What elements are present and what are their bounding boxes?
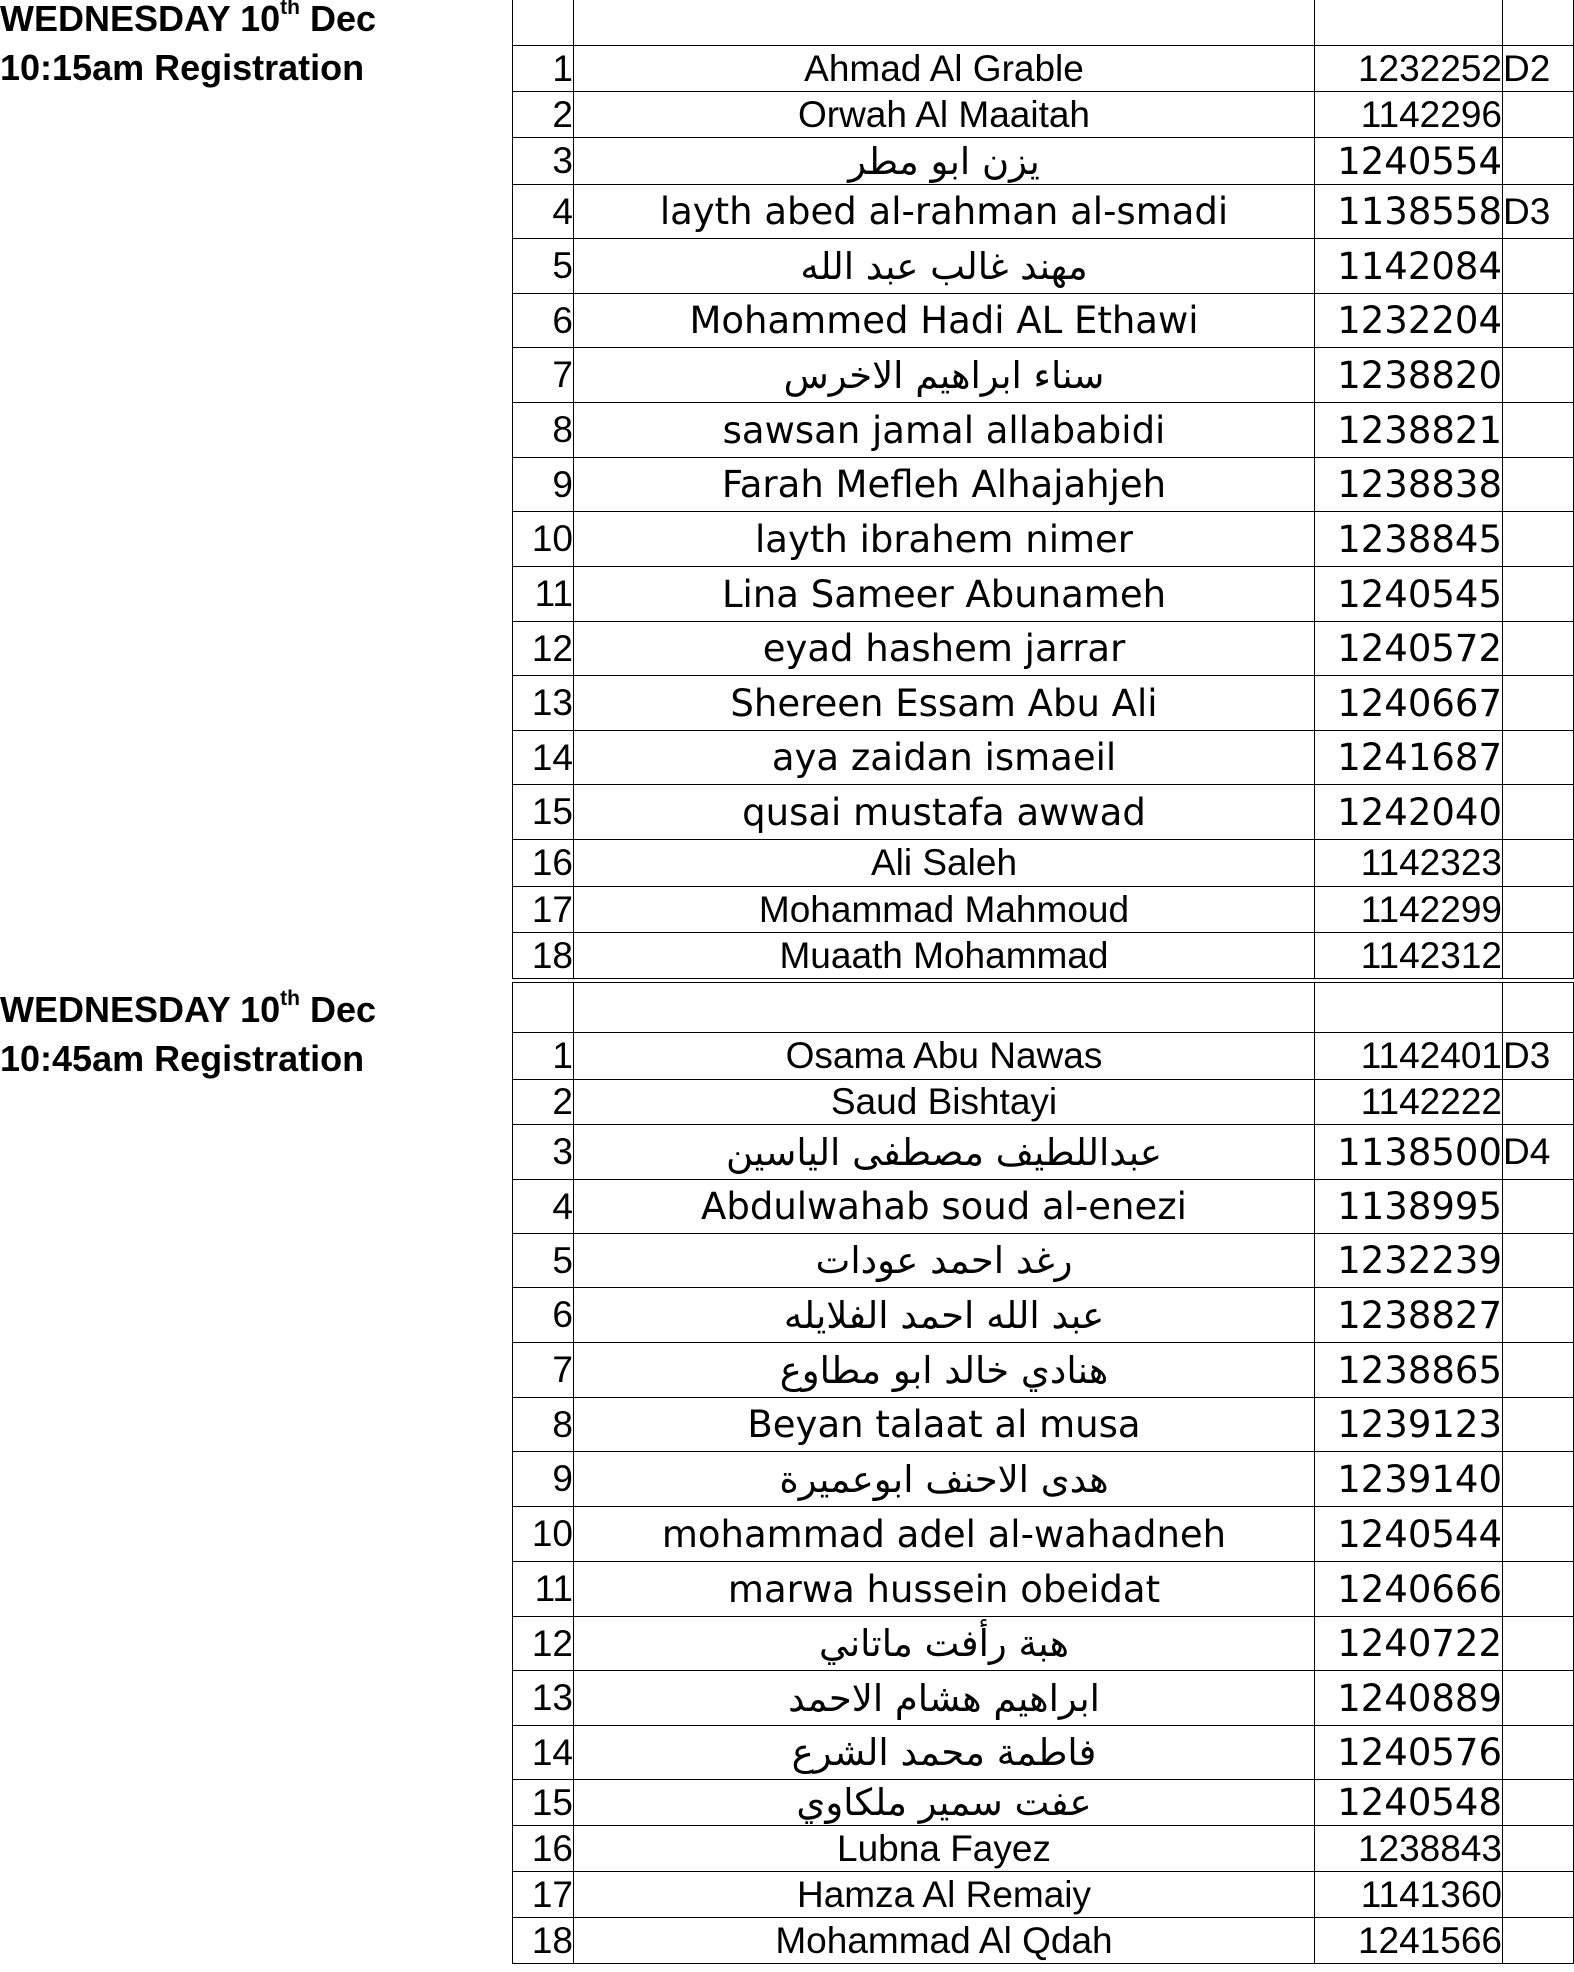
group-code <box>1503 1826 1574 1872</box>
table-row <box>513 731 1574 785</box>
row-number: 5 <box>513 1234 574 1288</box>
row-number: 2 <box>513 1080 574 1125</box>
attendee-name: رغد احمد عودات <box>574 1234 1315 1288</box>
table-row <box>513 1872 1574 1918</box>
row-number: 17 <box>513 1872 574 1918</box>
student-id: 1142323 <box>1315 840 1503 887</box>
row-number: 9 <box>513 1452 574 1507</box>
blank-cell <box>574 0 1315 46</box>
date-line <box>0 0 376 43</box>
blank-cell <box>513 983 574 1033</box>
table-row <box>513 0 1574 46</box>
student-id: 1240889 <box>1315 1671 1503 1726</box>
group-code <box>1503 785 1574 840</box>
row-number: 2 <box>513 92 574 138</box>
row-number: 16 <box>513 840 574 887</box>
group-code: D2 <box>1503 46 1574 92</box>
attendee-name: عفت سمير ملكاوي <box>574 1780 1315 1826</box>
student-id: 1238845 <box>1315 512 1503 567</box>
session-time: 10:15am Registration <box>0 47 365 88</box>
day-text: WEDNESDAY 10 <box>0 0 281 39</box>
student-id: 1239140 <box>1315 1452 1503 1507</box>
student-id: 1238843 <box>1315 1826 1503 1872</box>
table-row <box>513 239 1574 294</box>
student-id: 1240544 <box>1315 1507 1503 1562</box>
row-number: 15 <box>513 785 574 840</box>
month-text: Dec <box>299 0 376 39</box>
attendee-name: Mohammad Mahmoud <box>574 887 1315 933</box>
student-id: 1242040 <box>1315 785 1503 840</box>
student-id: 1142084 <box>1315 239 1503 294</box>
group-code <box>1503 239 1574 294</box>
student-id: 1238827 <box>1315 1288 1503 1343</box>
attendee-name: Lina Sameer Abunameh <box>574 567 1315 622</box>
table-row <box>513 1080 1574 1125</box>
student-id: 1238865 <box>1315 1343 1503 1398</box>
group-code <box>1503 1080 1574 1125</box>
table-row <box>513 1507 1574 1562</box>
student-id: 1238838 <box>1315 458 1503 512</box>
group-code <box>1503 1671 1574 1726</box>
student-id: 1241566 <box>1315 1918 1503 1964</box>
student-id: 1138500 <box>1315 1125 1503 1180</box>
attendee-name: Orwah Al Maaitah <box>574 92 1315 138</box>
row-number: 5 <box>513 239 574 294</box>
attendee-name: Mohammad Al Qdah <box>574 1918 1315 1964</box>
row-number: 10 <box>513 1507 574 1562</box>
row-number: 3 <box>513 1125 574 1180</box>
attendee-name: هبة رأفت ماتاني <box>574 1617 1315 1671</box>
group-code <box>1503 1180 1574 1234</box>
table-row <box>513 1033 1574 1080</box>
table-row <box>513 1826 1574 1872</box>
student-id: 1238820 <box>1315 348 1503 403</box>
blank-cell <box>1315 0 1503 46</box>
group-code <box>1503 887 1574 933</box>
student-id: 1238821 <box>1315 403 1503 458</box>
attendee-name: Saud Bishtayi <box>574 1080 1315 1125</box>
blank-cell <box>1315 983 1503 1033</box>
blank-cell <box>1503 983 1574 1033</box>
table-row <box>513 1288 1574 1343</box>
row-number: 1 <box>513 46 574 92</box>
table-row <box>513 348 1574 403</box>
attendee-name: هدى الاحنف ابوعميرة <box>574 1452 1315 1507</box>
attendee-name: marwa hussein obeidat <box>574 1562 1315 1617</box>
group-code <box>1503 933 1574 979</box>
table-row <box>513 185 1574 239</box>
student-id: 1232204 <box>1315 294 1503 348</box>
table-row <box>513 512 1574 567</box>
table-row <box>513 46 1574 92</box>
month-text: Dec <box>299 989 376 1030</box>
attendee-name: Muaath Mohammad <box>574 933 1315 979</box>
group-code <box>1503 731 1574 785</box>
row-number: 8 <box>513 1398 574 1452</box>
attendee-name: عبد الله احمد الفلايله <box>574 1288 1315 1343</box>
group-code <box>1503 840 1574 887</box>
table-row <box>513 785 1574 840</box>
attendee-name: Mohammed Hadi AL Ethawi <box>574 294 1315 348</box>
attendee-name: يزن ابو مطر <box>574 138 1315 185</box>
day-suffix: th <box>280 0 300 19</box>
table-row <box>513 887 1574 933</box>
group-code <box>1503 1726 1574 1780</box>
student-id: 1232252 <box>1315 46 1503 92</box>
attendee-name: ابراهيم هشام الاحمد <box>574 1671 1315 1726</box>
student-id: 1240576 <box>1315 1726 1503 1780</box>
registration-table <box>512 0 1574 979</box>
row-number: 11 <box>513 1562 574 1617</box>
group-code <box>1503 1872 1574 1918</box>
attendee-name: Farah Mefleh Alhajahjeh <box>574 458 1315 512</box>
student-id: 1240722 <box>1315 1617 1503 1671</box>
table-row <box>513 1234 1574 1288</box>
table-row <box>513 1617 1574 1671</box>
table-row <box>513 933 1574 979</box>
day-text: WEDNESDAY 10 <box>0 989 281 1030</box>
group-code <box>1503 1288 1574 1343</box>
group-code <box>1503 1780 1574 1826</box>
group-code <box>1503 1343 1574 1398</box>
table-row <box>513 1671 1574 1726</box>
row-number: 14 <box>513 731 574 785</box>
student-id: 1142299 <box>1315 887 1503 933</box>
table-row <box>513 294 1574 348</box>
blank-cell <box>574 983 1315 1033</box>
group-code <box>1503 1562 1574 1617</box>
blank-cell <box>1503 0 1574 46</box>
group-code <box>1503 458 1574 512</box>
group-code <box>1503 1507 1574 1562</box>
student-id: 1142312 <box>1315 933 1503 979</box>
attendee-name: sawsan jamal allababidi <box>574 403 1315 458</box>
table-row <box>513 1780 1574 1826</box>
day-suffix: th <box>280 987 300 1010</box>
date-line <box>0 985 376 1034</box>
row-number: 1 <box>513 1033 574 1080</box>
group-code <box>1503 403 1574 458</box>
student-id: 1138995 <box>1315 1180 1503 1234</box>
row-number: 9 <box>513 458 574 512</box>
table-row <box>513 458 1574 512</box>
group-code <box>1503 567 1574 622</box>
table-row <box>513 567 1574 622</box>
student-id: 1239123 <box>1315 1398 1503 1452</box>
row-number: 18 <box>513 933 574 979</box>
table-row <box>513 1562 1574 1617</box>
student-id: 1142296 <box>1315 92 1503 138</box>
group-code <box>1503 348 1574 403</box>
row-number: 12 <box>513 622 574 676</box>
row-number: 18 <box>513 1918 574 1964</box>
group-code <box>1503 1398 1574 1452</box>
attendee-name: eyad hashem jarrar <box>574 622 1315 676</box>
row-number: 6 <box>513 294 574 348</box>
group-code <box>1503 1452 1574 1507</box>
student-id: 1241687 <box>1315 731 1503 785</box>
row-number: 3 <box>513 138 574 185</box>
session-time: 10:45am Registration <box>0 1038 365 1079</box>
row-number: 11 <box>513 567 574 622</box>
group-code <box>1503 676 1574 731</box>
table-row <box>513 676 1574 731</box>
student-id: 1240548 <box>1315 1780 1503 1826</box>
group-code: D3 <box>1503 185 1574 239</box>
student-id: 1141360 <box>1315 1872 1503 1918</box>
student-id: 1232239 <box>1315 1234 1503 1288</box>
group-code <box>1503 92 1574 138</box>
attendee-name: Beyan talaat al musa <box>574 1398 1315 1452</box>
attendee-name: سناء ابراهيم الاخرس <box>574 348 1315 403</box>
row-number: 7 <box>513 1343 574 1398</box>
table-row <box>513 1125 1574 1180</box>
table-row <box>513 92 1574 138</box>
group-code <box>1503 512 1574 567</box>
attendee-name: هنادي خالد ابو مطاوع <box>574 1343 1315 1398</box>
student-id: 1142222 <box>1315 1080 1503 1125</box>
row-number: 6 <box>513 1288 574 1343</box>
table-row <box>513 1343 1574 1398</box>
student-id: 1138558 <box>1315 185 1503 239</box>
table-row <box>513 1918 1574 1964</box>
attendee-name: مهند غالب عبد الله <box>574 239 1315 294</box>
student-id: 1240666 <box>1315 1562 1503 1617</box>
attendee-name: qusai mustafa awwad <box>574 785 1315 840</box>
attendee-name: فاطمة محمد الشرع <box>574 1726 1315 1780</box>
attendee-name: Abdulwahab soud al-enezi <box>574 1180 1315 1234</box>
row-number: 15 <box>513 1780 574 1826</box>
attendee-name: layth abed al-rahman al-smadi <box>574 185 1315 239</box>
group-code: D4 <box>1503 1125 1574 1180</box>
table-row <box>513 983 1574 1033</box>
row-number: 13 <box>513 1671 574 1726</box>
row-number: 8 <box>513 403 574 458</box>
attendee-name: Shereen Essam Abu Ali <box>574 676 1315 731</box>
attendee-name: mohammad adel al-wahadneh <box>574 1507 1315 1562</box>
section-heading <box>0 0 376 92</box>
table-row <box>513 840 1574 887</box>
attendee-name: aya zaidan ismaeil <box>574 731 1315 785</box>
table-row <box>513 138 1574 185</box>
student-id: 1240545 <box>1315 567 1503 622</box>
attendee-name: Ali Saleh <box>574 840 1315 887</box>
table-row <box>513 622 1574 676</box>
group-code <box>1503 622 1574 676</box>
row-number: 7 <box>513 348 574 403</box>
table-row <box>513 1726 1574 1780</box>
row-number: 4 <box>513 1180 574 1234</box>
student-id: 1240554 <box>1315 138 1503 185</box>
row-number: 4 <box>513 185 574 239</box>
row-number: 13 <box>513 676 574 731</box>
table-row <box>513 1398 1574 1452</box>
student-id: 1142401 <box>1315 1033 1503 1080</box>
row-number: 17 <box>513 887 574 933</box>
group-code <box>1503 1617 1574 1671</box>
attendee-name: Hamza Al Remaiy <box>574 1872 1315 1918</box>
group-code <box>1503 138 1574 185</box>
table-row <box>513 403 1574 458</box>
row-number: 10 <box>513 512 574 567</box>
row-number: 12 <box>513 1617 574 1671</box>
row-number: 14 <box>513 1726 574 1780</box>
table-row <box>513 1452 1574 1507</box>
attendee-name: Osama Abu Nawas <box>574 1033 1315 1080</box>
attendee-name: Lubna Fayez <box>574 1826 1315 1872</box>
attendee-name: layth ibrahem nimer <box>574 512 1315 567</box>
attendee-name: عبداللطيف مصطفى الياسين <box>574 1125 1315 1180</box>
group-code <box>1503 1918 1574 1964</box>
table-row <box>513 1180 1574 1234</box>
attendee-name: Ahmad Al Grable <box>574 46 1315 92</box>
row-number: 16 <box>513 1826 574 1872</box>
group-code: D3 <box>1503 1033 1574 1080</box>
student-id: 1240667 <box>1315 676 1503 731</box>
registration-table <box>512 982 1574 1964</box>
section-heading <box>0 985 376 1083</box>
group-code <box>1503 1234 1574 1288</box>
student-id: 1240572 <box>1315 622 1503 676</box>
blank-cell <box>513 0 574 46</box>
group-code <box>1503 294 1574 348</box>
